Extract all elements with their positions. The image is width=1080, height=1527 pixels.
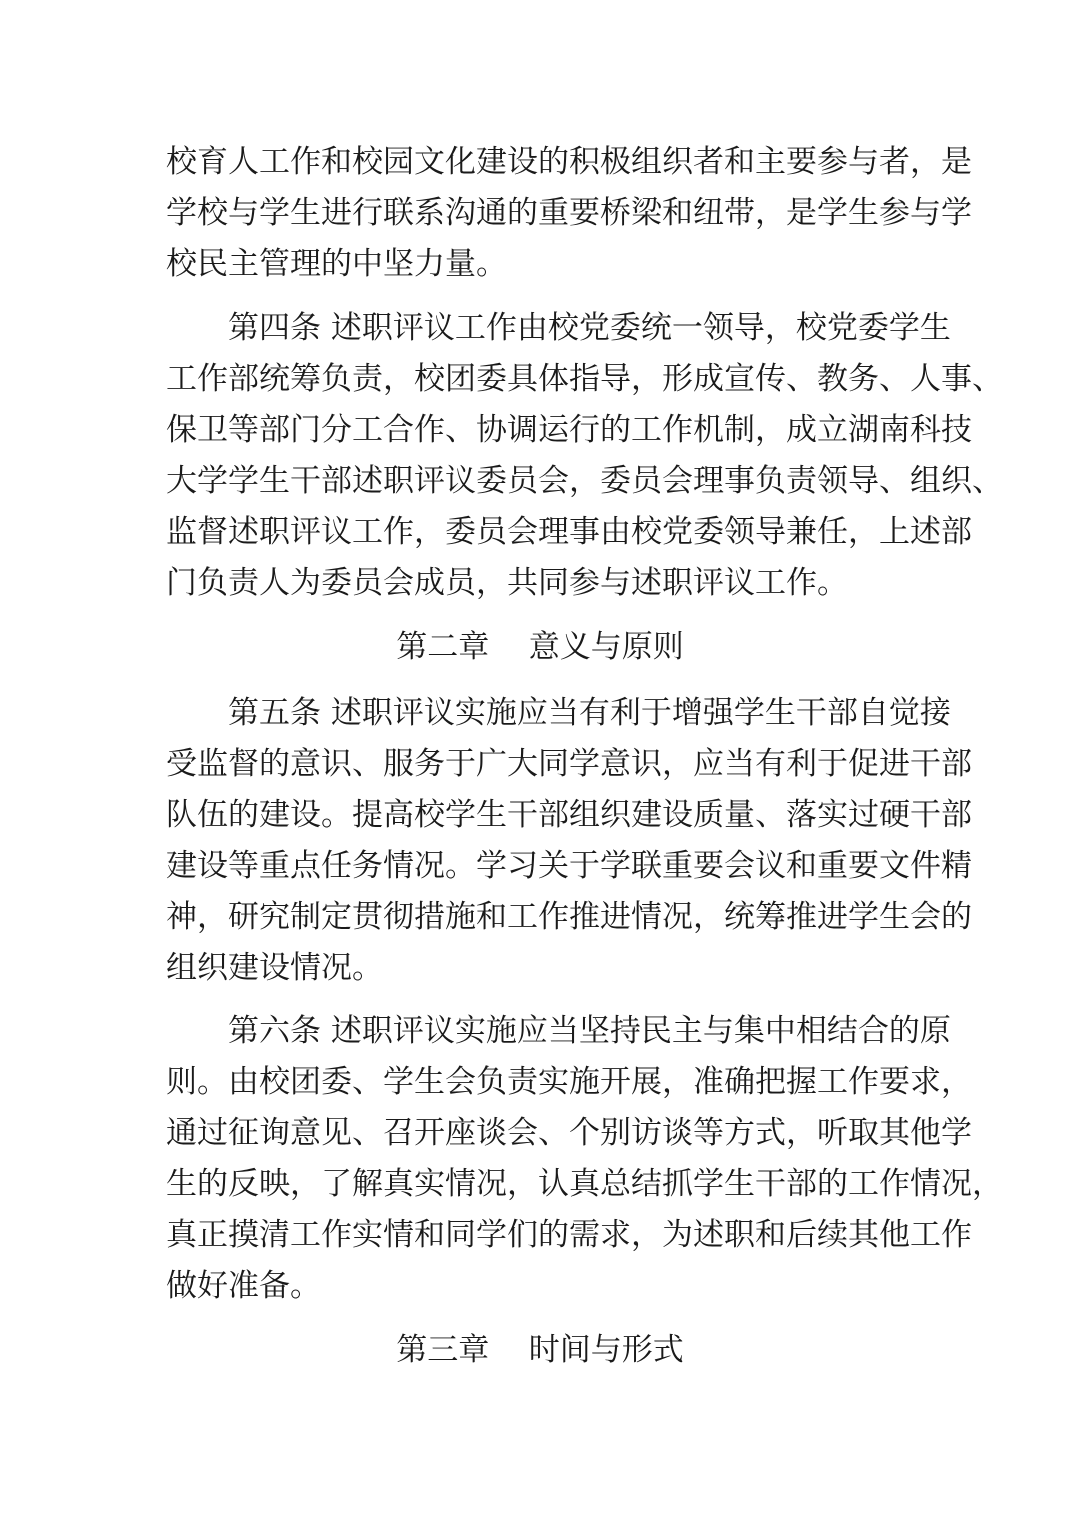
article-6-line: 真正摸清工作实情和同学们的需求，为述职和后续其他工作 [166,1217,972,1253]
article-4-line: 第四条 述职评议工作由校党委统一领导，校党委学生 [228,310,951,346]
chapter-heading: 第二章 意义与原则 [396,629,684,665]
paragraph-line: 校民主管理的中坚力量。 [166,246,507,282]
paragraph-line: 学校与学生进行联系沟通的重要桥梁和纽带，是学生参与学 [166,195,972,231]
article-4-line: 工作部统筹负责，校团委具体指导，形成宣传、教务、人事、 [166,361,1003,397]
article-4-line: 监督述职评议工作，委员会理事由校党委领导兼任，上述部 [166,514,972,550]
article-4-line: 大学学生干部述职评议委员会，委员会理事负责领导、组织、 [166,463,1003,499]
chapter-heading: 第三章 时间与形式 [396,1332,684,1368]
article-6-line: 第六条 述职评议实施应当坚持民主与集中相结合的原 [228,1013,951,1049]
article-6-line: 做好准备。 [166,1268,321,1304]
paragraph-line: 校育人工作和校园文化建设的积极组织者和主要参与者，是 [166,144,972,180]
article-5-line: 队伍的建设。提高校学生干部组织建设质量、落实过硬干部 [166,797,972,833]
article-5-line: 组织建设情况。 [166,950,383,986]
article-5-line: 建设等重点任务情况。学习关于学联重要会议和重要文件精 [166,848,972,884]
article-5-line: 第五条 述职评议实施应当有利于增强学生干部自觉接 [228,695,951,731]
article-5-line: 神，研究制定贯彻措施和工作推进情况，统筹推进学生会的 [166,899,972,935]
article-4-line: 保卫等部门分工合作、协调运行的工作机制，成立湖南科技 [166,412,972,448]
article-6-line: 则。由校团委、学生会负责实施开展，准确把握工作要求， [166,1064,972,1100]
article-5-line: 受监督的意识、服务于广大同学意识，应当有利于促进干部 [166,746,972,782]
article-6-line: 生的反映，了解真实情况，认真总结抓学生干部的工作情况， [166,1166,1003,1202]
article-6-line: 通过征询意见、召开座谈会、个别访谈等方式，听取其他学 [166,1115,972,1151]
article-4-line: 门负责人为委员会成员，共同参与述职评议工作。 [166,565,848,601]
